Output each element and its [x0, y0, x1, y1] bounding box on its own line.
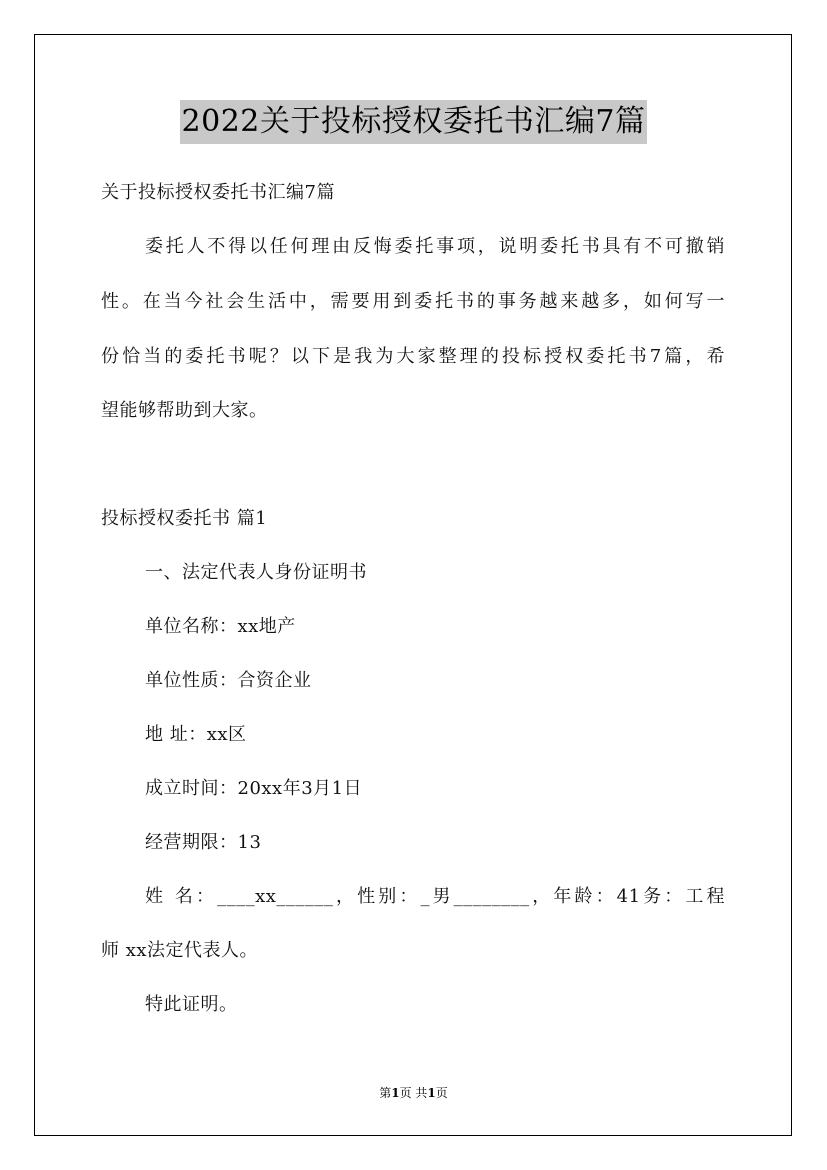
person-line-2: 师 xx法定代表人。 — [101, 940, 259, 961]
unit-nature: 单位性质：合资企业 — [145, 670, 312, 691]
certify-text: 特此证明。 — [145, 994, 238, 1015]
intro-line-3: 份恰当的委托书呢？以下是我为大家整理的投标授权委托书7篇，希 — [101, 346, 725, 367]
title-wrap — [0, 100, 827, 144]
page-footer — [0, 1084, 827, 1101]
section-heading: 投标授权委托书 篇1 — [101, 508, 268, 529]
person-line-1: 姓 名：____xx______，性别：_男________，年龄：41务：工程 — [145, 886, 725, 907]
intro-line-1: 委托人不得以任何理由反悔委托事项，说明委托书具有不可撤销 — [145, 236, 725, 257]
intro-line-4: 望能够帮助到大家。 — [101, 400, 268, 421]
footer-total-pages: 1 — [427, 1086, 436, 1100]
address: 地 址：xx区 — [145, 724, 247, 745]
footer-page-suffix: 页 — [435, 1086, 448, 1100]
subtitle: 关于投标授权委托书汇编7篇 — [101, 182, 335, 203]
footer-page-mid: 页 共 — [399, 1086, 428, 1100]
footer-page-prefix: 第 — [379, 1086, 392, 1100]
intro-line-2: 性。在当今社会生活中，需要用到委托书的事务越来越多，如何写一 — [101, 291, 725, 312]
footer-page-number: 1 — [391, 1086, 400, 1100]
business-term: 经营期限：13 — [145, 832, 262, 853]
founded-date: 成立时间：20xx年3月1日 — [145, 778, 363, 799]
unit-name: 单位名称：xx地产 — [145, 616, 296, 637]
item-heading: 一、法定代表人身份证明书 — [145, 562, 367, 583]
document-title: 2022关于投标授权委托书汇编7篇 — [180, 100, 648, 144]
